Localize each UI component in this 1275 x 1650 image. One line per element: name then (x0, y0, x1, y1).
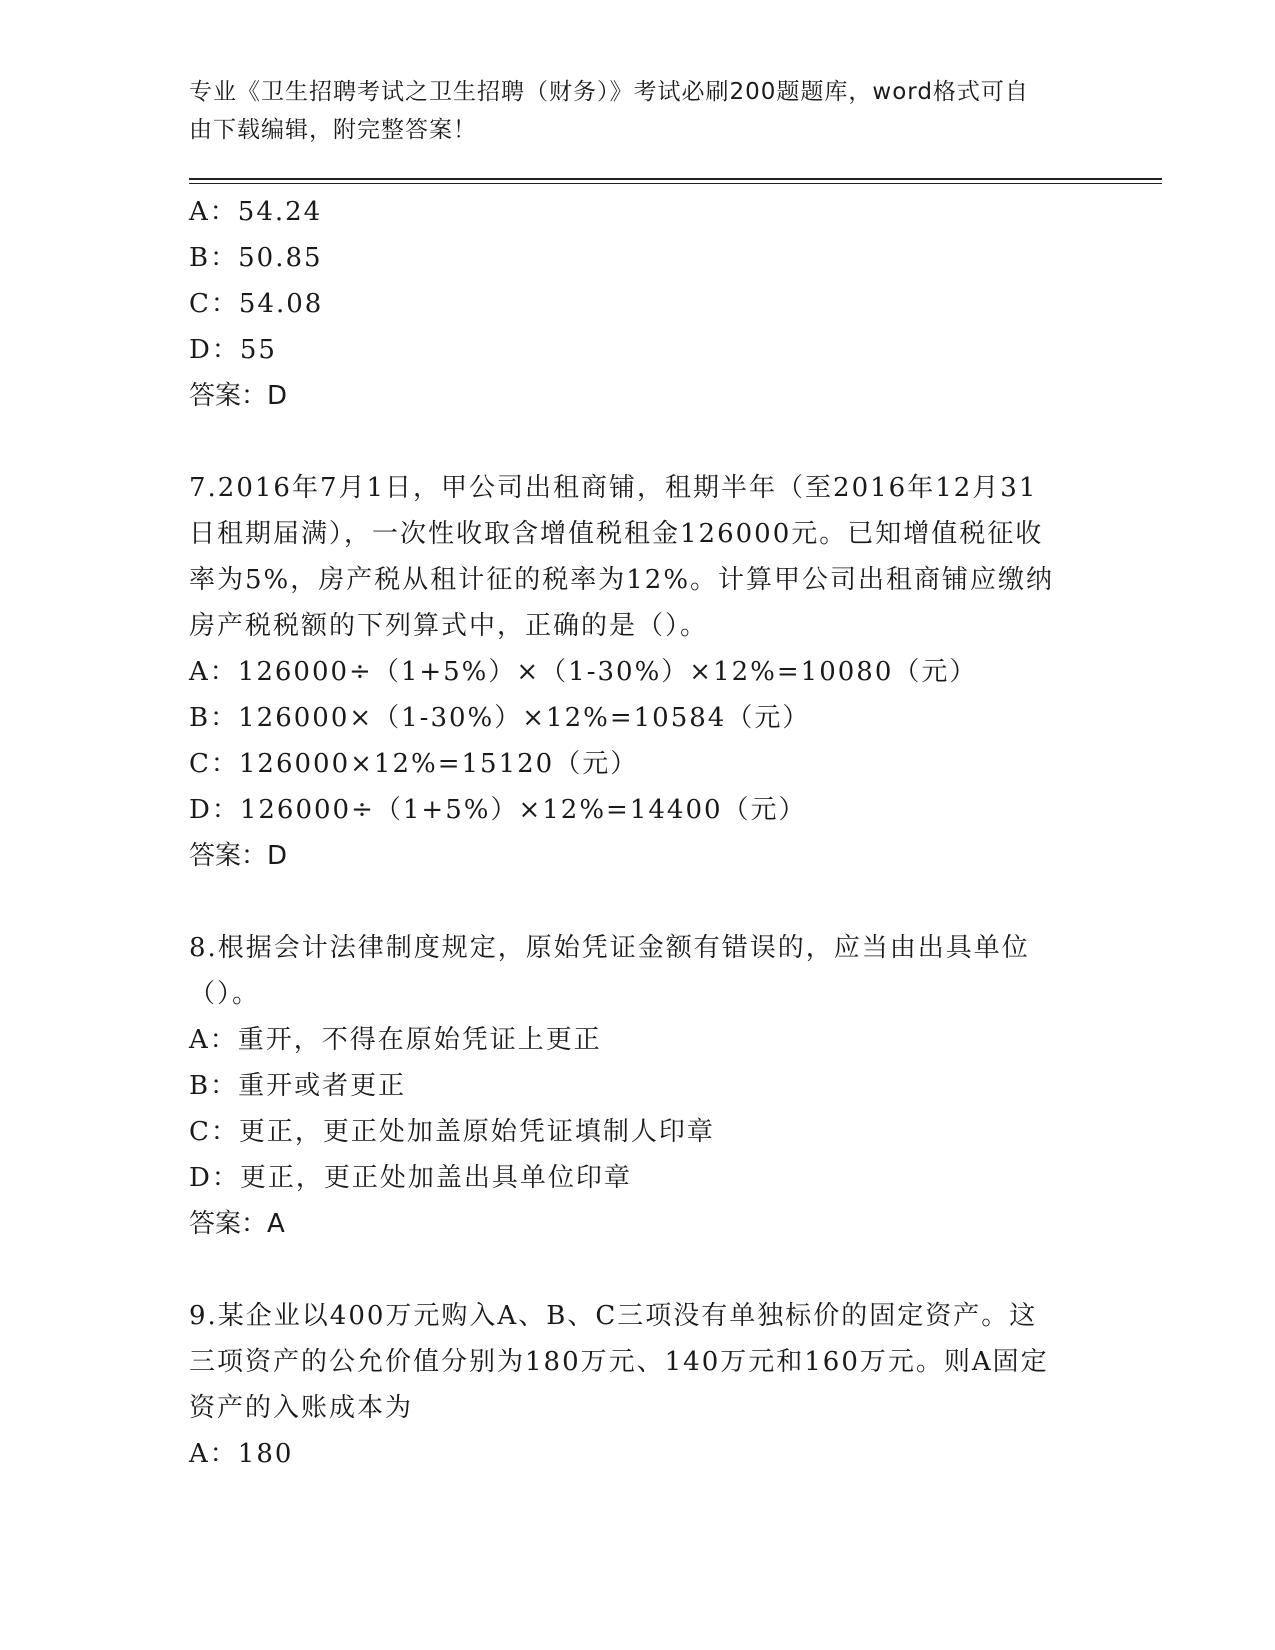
spacer (189, 879, 1089, 925)
answer: 答案：D (189, 381, 288, 411)
option-a: A：126000÷（1+5%）×（1-30%）×12%=10080（元） (189, 657, 978, 687)
question-text-line: 日租期届满），一次性收取含增值税租金126000元。已知增值税征收 (189, 519, 1044, 549)
question-text-line: 房产税税额的下列算式中，正确的是（）。 (189, 611, 709, 641)
question-text-line: 7.2016年7月1日，甲公司出租商铺，租期半年（至2016年12月31 (189, 473, 1038, 503)
option-d: D：126000÷（1+5%）×12%=14400（元） (189, 795, 807, 825)
question-text-line: 9.某企业以400万元购入A、B、C三项没有单独标价的固定资产。这 (189, 1301, 1038, 1331)
question-8 (189, 925, 1089, 1247)
option-b: B：126000×（1-30%）×12%=10584（元） (189, 703, 811, 733)
answer: 答案：D (189, 841, 288, 871)
document-header (189, 73, 1089, 149)
option-b: B：50.85 (189, 243, 323, 273)
option-c: C：54.08 (189, 289, 324, 319)
question-text-line: 率为5%，房产税从租计征的税率为12%。计算甲公司出租商铺应缴纳 (189, 565, 1055, 595)
option-d: D：55 (189, 335, 277, 365)
option-a: A：54.24 (189, 197, 323, 227)
option-c: C：126000×12%=15120（元） (189, 749, 639, 779)
header-line-2: 由下载编辑，附完整答案！ (189, 117, 477, 143)
question-7 (189, 465, 1089, 879)
question-text-line: （）。 (189, 979, 261, 1009)
option-d: D：更正，更正处加盖出具单位印章 (189, 1163, 632, 1193)
question-6 (189, 189, 1089, 419)
header-rule-thin (189, 183, 1162, 184)
answer: 答案：A (189, 1209, 285, 1239)
option-a: A：重开，不得在原始凭证上更正 (189, 1025, 602, 1055)
header-rule-thick (189, 178, 1162, 180)
question-text-line: 资产的入账成本为 (189, 1393, 414, 1423)
option-c: C：更正，更正处加盖原始凭证填制人印章 (189, 1117, 715, 1147)
question-9 (189, 1293, 1089, 1477)
question-text-line: 三项资产的公允价值分别为180万元、140万元和160万元。则A固定 (189, 1347, 1049, 1377)
document-body (189, 189, 1089, 1477)
spacer (189, 1247, 1089, 1293)
question-text-line: 8.根据会计法律制度规定，原始凭证金额有错误的，应当由出具单位 (189, 933, 1030, 963)
header-line-1: 专业《卫生招聘考试之卫生招聘（财务）》考试必刷200题题库，word格式可自 (189, 79, 1029, 105)
spacer (189, 419, 1089, 465)
option-b: B：重开或者更正 (189, 1071, 407, 1101)
option-a: A：180 (189, 1439, 294, 1469)
